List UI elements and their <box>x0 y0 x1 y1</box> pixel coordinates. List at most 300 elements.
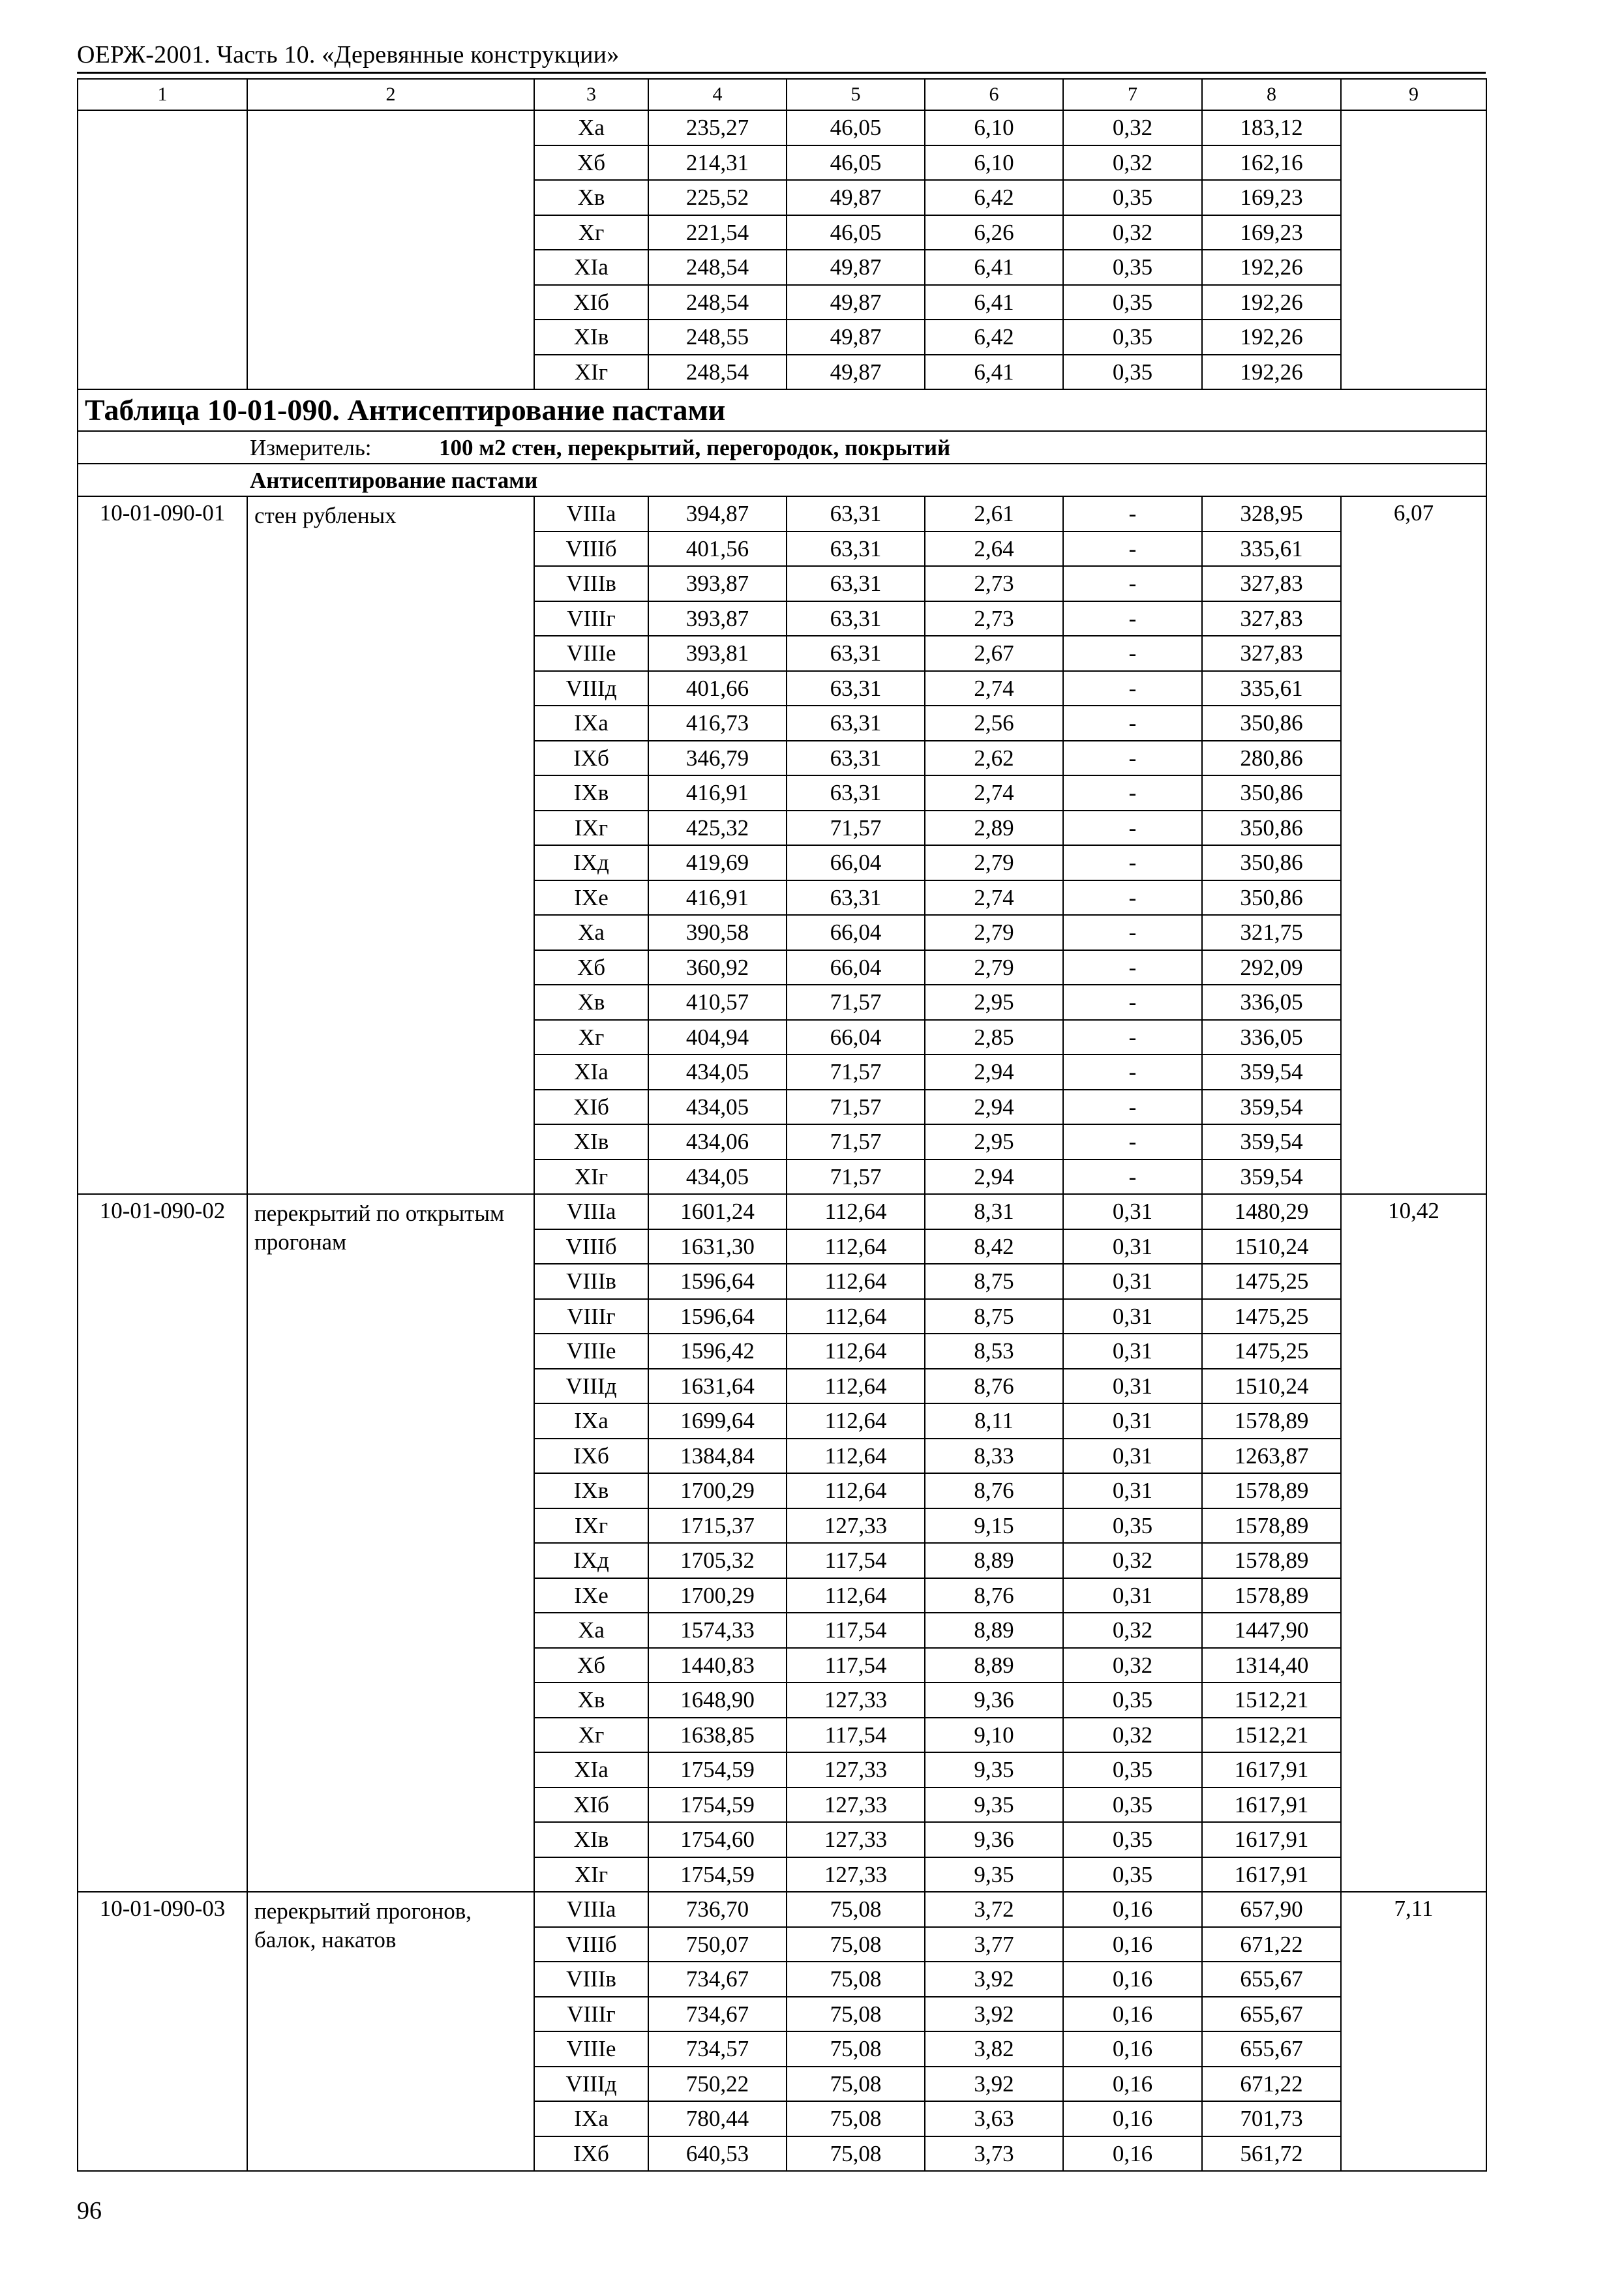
wages-cell: 112,64 <box>787 1334 925 1369</box>
materials-cost-cell: 1475,25 <box>1202 1334 1341 1369</box>
machine-cost-cell: 6,41 <box>925 285 1063 320</box>
wages-cell: 75,08 <box>787 1927 925 1962</box>
region-cell: VIIIв <box>534 566 648 601</box>
meter-cell <box>78 431 1486 464</box>
region-cell: IXе <box>534 1578 648 1613</box>
region-cell: IXа <box>534 1403 648 1439</box>
wages-cell: 63,31 <box>787 636 925 671</box>
wages-cell: 66,04 <box>787 915 925 950</box>
materials-cost-cell: 336,05 <box>1202 1020 1341 1055</box>
total-cost-cell: 750,22 <box>648 2067 787 2102</box>
machinist-wages-cell: 0,16 <box>1063 2031 1202 2067</box>
header-rule <box>77 72 1486 74</box>
machine-cost-cell: 8,53 <box>925 1334 1063 1369</box>
materials-cost-cell: 671,22 <box>1202 1927 1341 1962</box>
machine-cost-cell: 8,76 <box>925 1369 1063 1404</box>
wages-cell: 71,57 <box>787 1055 925 1090</box>
region-cell: Xг <box>534 1020 648 1055</box>
total-cost-cell: 1596,64 <box>648 1299 787 1334</box>
machinist-wages-cell: 0,32 <box>1063 145 1202 181</box>
machine-cost-cell: 3,92 <box>925 2067 1063 2102</box>
wages-cell: 127,33 <box>787 1857 925 1893</box>
machinist-wages-cell: - <box>1063 915 1202 950</box>
section-title: Антисептирование пастами <box>250 467 538 493</box>
total-cost-cell: 416,91 <box>648 880 787 916</box>
materials-cost-cell: 1578,89 <box>1202 1578 1341 1613</box>
materials-cost-cell: 335,61 <box>1202 671 1341 706</box>
machine-cost-cell: 6,10 <box>925 145 1063 181</box>
machine-cost-cell: 2,73 <box>925 601 1063 636</box>
work-description: стен рубленых <box>247 496 534 1194</box>
total-cost-cell: 736,70 <box>648 1892 787 1927</box>
region-cell: VIIIв <box>534 1962 648 1997</box>
total-cost-cell: 221,54 <box>648 215 787 250</box>
region-cell: Xб <box>534 1648 648 1683</box>
total-cost-cell: 214,31 <box>648 145 787 181</box>
region-cell: VIIIе <box>534 1334 648 1369</box>
wages-cell: 63,31 <box>787 566 925 601</box>
region-cell: VIIIг <box>534 601 648 636</box>
meter-row <box>78 431 1486 464</box>
machinist-wages-cell: - <box>1063 845 1202 880</box>
meter-label: Измеритель: <box>250 434 372 460</box>
machinist-wages-cell: - <box>1063 950 1202 985</box>
region-cell: VIIIд <box>534 2067 648 2102</box>
wages-cell: 63,31 <box>787 741 925 776</box>
region-cell: Xв <box>534 985 648 1020</box>
machine-cost-cell: 9,10 <box>925 1718 1063 1753</box>
machine-cost-cell: 2,79 <box>925 915 1063 950</box>
materials-cost-cell: 169,23 <box>1202 180 1341 215</box>
region-cell: IXа <box>534 2101 648 2136</box>
total-cost-cell: 1596,42 <box>648 1334 787 1369</box>
total-cost-cell: 1648,90 <box>648 1683 787 1718</box>
machine-cost-cell: 6,10 <box>925 110 1063 145</box>
machine-cost-cell: 2,74 <box>925 671 1063 706</box>
machine-cost-cell: 2,67 <box>925 636 1063 671</box>
machinist-wages-cell: 0,16 <box>1063 1892 1202 1927</box>
wages-cell: 75,08 <box>787 1997 925 2032</box>
table-title: Таблица 10-01-090. Антисептирование пастами <box>78 389 1486 431</box>
total-cost-cell: 425,32 <box>648 811 787 846</box>
machinist-wages-cell: 0,31 <box>1063 1403 1202 1439</box>
machinist-wages-cell: - <box>1063 531 1202 567</box>
total-cost-cell: 1574,33 <box>648 1613 787 1648</box>
machine-cost-cell: 8,89 <box>925 1543 1063 1578</box>
total-cost-cell: 248,54 <box>648 285 787 320</box>
region-cell: IXв <box>534 1473 648 1508</box>
machinist-wages-cell: - <box>1063 775 1202 811</box>
wages-cell: 127,33 <box>787 1508 925 1544</box>
machine-cost-cell: 2,73 <box>925 566 1063 601</box>
materials-cost-cell: 327,83 <box>1202 601 1341 636</box>
machinist-wages-cell: 0,31 <box>1063 1229 1202 1264</box>
machinist-wages-cell: 0,16 <box>1063 2101 1202 2136</box>
materials-cost-cell: 192,26 <box>1202 285 1341 320</box>
materials-cost-cell: 1617,91 <box>1202 1822 1341 1857</box>
region-cell: XIа <box>534 1055 648 1090</box>
machine-cost-cell: 6,26 <box>925 215 1063 250</box>
section-cell <box>78 464 1486 496</box>
machinist-wages-cell: 0,31 <box>1063 1473 1202 1508</box>
machine-cost-cell: 8,75 <box>925 1264 1063 1299</box>
wages-cell: 75,08 <box>787 1892 925 1927</box>
total-cost-cell: 1596,64 <box>648 1264 787 1299</box>
materials-cost-cell: 1578,89 <box>1202 1508 1341 1544</box>
materials-cost-cell: 655,67 <box>1202 1962 1341 1997</box>
region-cell: XIг <box>534 1159 648 1195</box>
column-number: 1 <box>78 79 247 110</box>
machinist-wages-cell: - <box>1063 1159 1202 1195</box>
machine-cost-cell: 8,33 <box>925 1439 1063 1474</box>
machinist-wages-cell: 0,31 <box>1063 1369 1202 1404</box>
machinist-wages-cell: - <box>1063 1055 1202 1090</box>
materials-cost-cell: 359,54 <box>1202 1124 1341 1159</box>
machinist-wages-cell: 0,35 <box>1063 1788 1202 1823</box>
materials-cost-cell: 359,54 <box>1202 1055 1341 1090</box>
wages-cell: 49,87 <box>787 180 925 215</box>
region-cell: XIа <box>534 250 648 285</box>
region-cell: IXд <box>534 845 648 880</box>
section-row <box>78 464 1486 496</box>
materials-cost-cell: 701,73 <box>1202 2101 1341 2136</box>
region-cell: IXд <box>534 1543 648 1578</box>
machine-cost-cell: 9,36 <box>925 1822 1063 1857</box>
machinist-wages-cell: 0,32 <box>1063 215 1202 250</box>
wages-cell: 112,64 <box>787 1369 925 1404</box>
page-number: 96 <box>77 2197 102 2224</box>
machinist-wages-cell: 0,31 <box>1063 1264 1202 1299</box>
machinist-wages-cell: 0,31 <box>1063 1334 1202 1369</box>
machinist-wages-cell: 0,16 <box>1063 1927 1202 1962</box>
materials-cost-cell: 192,26 <box>1202 250 1341 285</box>
materials-cost-cell: 328,95 <box>1202 496 1341 531</box>
machine-cost-cell: 8,76 <box>925 1473 1063 1508</box>
total-cost-cell: 434,05 <box>648 1090 787 1125</box>
rates-table <box>77 78 1487 2172</box>
materials-cost-cell: 162,16 <box>1202 145 1341 181</box>
wages-cell: 112,64 <box>787 1439 925 1474</box>
materials-cost-cell: 169,23 <box>1202 215 1341 250</box>
machine-cost-cell: 2,95 <box>925 985 1063 1020</box>
machine-cost-cell: 8,76 <box>925 1578 1063 1613</box>
column-number: 2 <box>247 79 534 110</box>
total-cost-cell: 248,54 <box>648 355 787 390</box>
work-description: перекрытий прогонов, балок, накатов <box>247 1892 534 2171</box>
machinist-wages-cell: 0,35 <box>1063 320 1202 355</box>
materials-cost-cell: 671,22 <box>1202 2067 1341 2102</box>
total-cost-cell: 401,56 <box>648 531 787 567</box>
machinist-wages-cell: 0,16 <box>1063 1962 1202 1997</box>
total-cost-cell: 410,57 <box>648 985 787 1020</box>
region-cell: VIIIа <box>534 496 648 531</box>
machine-cost-cell: 3,63 <box>925 2101 1063 2136</box>
rate-code: 10-01-090-02 <box>78 1194 247 1892</box>
wages-cell: 63,31 <box>787 601 925 636</box>
machinist-wages-cell: - <box>1063 566 1202 601</box>
materials-cost-cell: 1510,24 <box>1202 1369 1341 1404</box>
machinist-wages-cell: - <box>1063 811 1202 846</box>
total-cost-cell: 1440,83 <box>648 1648 787 1683</box>
machine-cost-cell: 9,36 <box>925 1683 1063 1718</box>
region-cell: IXг <box>534 811 648 846</box>
total-cost-cell: 1601,24 <box>648 1194 787 1229</box>
region-cell: IXв <box>534 775 648 811</box>
region-cell: Xг <box>534 1718 648 1753</box>
machinist-wages-cell: 0,35 <box>1063 250 1202 285</box>
materials-cost-cell: 1617,91 <box>1202 1788 1341 1823</box>
machinist-wages-cell: 0,31 <box>1063 1578 1202 1613</box>
machine-cost-cell: 2,62 <box>925 741 1063 776</box>
region-cell: VIIIа <box>534 1194 648 1229</box>
machine-cost-cell: 6,41 <box>925 355 1063 390</box>
total-cost-cell: 750,07 <box>648 1927 787 1962</box>
machine-cost-cell: 6,41 <box>925 250 1063 285</box>
table-row <box>78 1892 1486 1927</box>
region-cell: XIа <box>534 1752 648 1788</box>
machinist-wages-cell: 0,32 <box>1063 1718 1202 1753</box>
total-cost-cell: 1715,37 <box>648 1508 787 1544</box>
work-description: перекрытий по открытым прогонам <box>247 1194 534 1892</box>
materials-cost-cell: 292,09 <box>1202 950 1341 985</box>
materials-cost-cell: 561,72 <box>1202 2136 1341 2172</box>
total-cost-cell: 1700,29 <box>648 1578 787 1613</box>
wages-cell: 63,31 <box>787 880 925 916</box>
machine-cost-cell: 2,89 <box>925 811 1063 846</box>
materials-cost-cell: 1578,89 <box>1202 1543 1341 1578</box>
machinist-wages-cell: - <box>1063 496 1202 531</box>
region-cell: XIб <box>534 1788 648 1823</box>
wages-cell: 63,31 <box>787 706 925 741</box>
total-cost-cell: 1754,59 <box>648 1857 787 1893</box>
wages-cell: 117,54 <box>787 1613 925 1648</box>
machine-cost-cell: 2,94 <box>925 1055 1063 1090</box>
region-cell: IXб <box>534 1439 648 1474</box>
column-number: 3 <box>534 79 648 110</box>
wages-cell: 75,08 <box>787 2067 925 2102</box>
region-cell: XIб <box>534 285 648 320</box>
machine-cost-cell: 8,75 <box>925 1299 1063 1334</box>
total-cost-cell: 248,54 <box>648 250 787 285</box>
column-9-value: 10,42 <box>1341 1194 1486 1892</box>
rates-table-body <box>78 79 1486 2171</box>
total-cost-cell: 434,05 <box>648 1159 787 1195</box>
wages-cell: 49,87 <box>787 320 925 355</box>
region-cell: Xа <box>534 915 648 950</box>
wages-cell: 71,57 <box>787 1090 925 1125</box>
materials-cost-cell: 1314,40 <box>1202 1648 1341 1683</box>
total-cost-cell: 734,67 <box>648 1962 787 1997</box>
wages-cell: 46,05 <box>787 215 925 250</box>
materials-cost-cell: 1475,25 <box>1202 1264 1341 1299</box>
wages-cell: 112,64 <box>787 1264 925 1299</box>
machinist-wages-cell: 0,16 <box>1063 1997 1202 2032</box>
materials-cost-cell: 655,67 <box>1202 1997 1341 2032</box>
machine-cost-cell: 8,89 <box>925 1648 1063 1683</box>
machinist-wages-cell: 0,35 <box>1063 1857 1202 1893</box>
machine-cost-cell: 2,74 <box>925 880 1063 916</box>
machine-cost-cell: 8,11 <box>925 1403 1063 1439</box>
region-cell: Xб <box>534 145 648 181</box>
machine-cost-cell: 2,79 <box>925 845 1063 880</box>
total-cost-cell: 393,87 <box>648 601 787 636</box>
machinist-wages-cell: 0,32 <box>1063 1648 1202 1683</box>
wages-cell: 63,31 <box>787 531 925 567</box>
region-cell: VIIIб <box>534 1229 648 1264</box>
wages-cell: 66,04 <box>787 1020 925 1055</box>
machinist-wages-cell: 0,31 <box>1063 1439 1202 1474</box>
wages-cell: 49,87 <box>787 355 925 390</box>
machinist-wages-cell: 0,35 <box>1063 1752 1202 1788</box>
machinist-wages-cell: 0,35 <box>1063 355 1202 390</box>
machinist-wages-cell: 0,35 <box>1063 1683 1202 1718</box>
machine-cost-cell: 3,92 <box>925 1997 1063 2032</box>
region-cell: Xа <box>534 110 648 145</box>
total-cost-cell: 360,92 <box>648 950 787 985</box>
wages-cell: 66,04 <box>787 845 925 880</box>
total-cost-cell: 1384,84 <box>648 1439 787 1474</box>
machinist-wages-cell: 0,31 <box>1063 1194 1202 1229</box>
region-cell: VIIIд <box>534 1369 648 1404</box>
wages-cell: 127,33 <box>787 1822 925 1857</box>
wages-cell: 75,08 <box>787 1962 925 1997</box>
wages-cell: 71,57 <box>787 1159 925 1195</box>
total-cost-cell: 393,81 <box>648 636 787 671</box>
wages-cell: 112,64 <box>787 1473 925 1508</box>
materials-cost-cell: 327,83 <box>1202 636 1341 671</box>
machinist-wages-cell: 0,32 <box>1063 1613 1202 1648</box>
materials-cost-cell: 1512,21 <box>1202 1683 1341 1718</box>
column-number: 7 <box>1063 79 1202 110</box>
wages-cell: 71,57 <box>787 811 925 846</box>
materials-cost-cell: 350,86 <box>1202 811 1341 846</box>
page-header: ОЕРЖ-2001. Часть 10. «Деревянные конструкции» <box>77 41 620 68</box>
machinist-wages-cell: 0,32 <box>1063 1543 1202 1578</box>
region-cell: XIв <box>534 1124 648 1159</box>
column-number: 9 <box>1341 79 1486 110</box>
region-cell: XIв <box>534 1822 648 1857</box>
region-cell: Xв <box>534 1683 648 1718</box>
total-cost-cell: 1754,59 <box>648 1752 787 1788</box>
region-cell: XIг <box>534 1857 648 1893</box>
materials-cost-cell: 1512,21 <box>1202 1718 1341 1753</box>
region-cell: Xб <box>534 950 648 985</box>
machine-cost-cell: 2,56 <box>925 706 1063 741</box>
materials-cost-cell: 1578,89 <box>1202 1473 1341 1508</box>
wages-cell: 63,31 <box>787 496 925 531</box>
materials-cost-cell: 1480,29 <box>1202 1194 1341 1229</box>
region-cell: VIIIе <box>534 636 648 671</box>
region-cell: VIIIб <box>534 1927 648 1962</box>
column-9-value: 6,07 <box>1341 496 1486 1194</box>
total-cost-cell: 1638,85 <box>648 1718 787 1753</box>
machinist-wages-cell: 0,35 <box>1063 1508 1202 1544</box>
machinist-wages-cell: - <box>1063 741 1202 776</box>
machinist-wages-cell: - <box>1063 985 1202 1020</box>
column-number: 6 <box>925 79 1063 110</box>
wages-cell: 49,87 <box>787 250 925 285</box>
wages-cell: 49,87 <box>787 285 925 320</box>
table-title-row <box>78 389 1486 431</box>
total-cost-cell: 390,58 <box>648 915 787 950</box>
machine-cost-cell: 9,15 <box>925 1508 1063 1544</box>
machine-cost-cell: 9,35 <box>925 1788 1063 1823</box>
materials-cost-cell: 359,54 <box>1202 1090 1341 1125</box>
machine-cost-cell: 3,73 <box>925 2136 1063 2172</box>
machine-cost-cell: 2,74 <box>925 775 1063 811</box>
region-cell: Xг <box>534 215 648 250</box>
table-row <box>78 1194 1486 1229</box>
machinist-wages-cell: - <box>1063 1124 1202 1159</box>
region-cell: Xв <box>534 180 648 215</box>
region-cell: VIIIа <box>534 1892 648 1927</box>
materials-cost-cell: 657,90 <box>1202 1892 1341 1927</box>
wages-cell: 112,64 <box>787 1194 925 1229</box>
total-cost-cell: 640,53 <box>648 2136 787 2172</box>
wages-cell: 112,64 <box>787 1403 925 1439</box>
region-cell: Xа <box>534 1613 648 1648</box>
wages-cell: 75,08 <box>787 2101 925 2136</box>
machine-cost-cell: 8,42 <box>925 1229 1063 1264</box>
region-cell: VIIIг <box>534 1299 648 1334</box>
column-number: 8 <box>1202 79 1341 110</box>
column-9-value: 7,11 <box>1341 1892 1486 2171</box>
machine-cost-cell: 8,31 <box>925 1194 1063 1229</box>
total-cost-cell: 248,55 <box>648 320 787 355</box>
column-number: 5 <box>787 79 925 110</box>
materials-cost-cell: 1263,87 <box>1202 1439 1341 1474</box>
total-cost-cell: 1631,30 <box>648 1229 787 1264</box>
empty-code-cell <box>78 110 247 389</box>
region-cell: XIг <box>534 355 648 390</box>
total-cost-cell: 401,66 <box>648 671 787 706</box>
total-cost-cell: 404,94 <box>648 1020 787 1055</box>
machinist-wages-cell: - <box>1063 636 1202 671</box>
wages-cell: 127,33 <box>787 1683 925 1718</box>
machine-cost-cell: 3,77 <box>925 1927 1063 1962</box>
machinist-wages-cell: 0,32 <box>1063 110 1202 145</box>
table-row <box>78 496 1486 531</box>
machine-cost-cell: 8,89 <box>925 1613 1063 1648</box>
machinist-wages-cell: 0,31 <box>1063 1299 1202 1334</box>
region-cell: IXг <box>534 1508 648 1544</box>
total-cost-cell: 734,57 <box>648 2031 787 2067</box>
wages-cell: 46,05 <box>787 110 925 145</box>
rate-code: 10-01-090-03 <box>78 1892 247 2171</box>
meter-value: 100 м2 стен, перекрытий, перегородок, покрытий <box>439 434 951 460</box>
machine-cost-cell: 2,64 <box>925 531 1063 567</box>
region-cell: VIIIв <box>534 1264 648 1299</box>
total-cost-cell: 225,52 <box>648 180 787 215</box>
total-cost-cell: 434,05 <box>648 1055 787 1090</box>
total-cost-cell: 1699,64 <box>648 1403 787 1439</box>
wages-cell: 71,57 <box>787 1124 925 1159</box>
total-cost-cell: 434,06 <box>648 1124 787 1159</box>
region-cell: VIIIг <box>534 1997 648 2032</box>
machine-cost-cell: 2,85 <box>925 1020 1063 1055</box>
wages-cell: 46,05 <box>787 145 925 181</box>
machine-cost-cell: 3,82 <box>925 2031 1063 2067</box>
materials-cost-cell: 1510,24 <box>1202 1229 1341 1264</box>
region-cell: XIв <box>534 320 648 355</box>
total-cost-cell: 1700,29 <box>648 1473 787 1508</box>
materials-cost-cell: 350,86 <box>1202 880 1341 916</box>
wages-cell: 117,54 <box>787 1648 925 1683</box>
machinist-wages-cell: 0,35 <box>1063 1822 1202 1857</box>
machine-cost-cell: 3,72 <box>925 1892 1063 1927</box>
total-cost-cell: 1754,59 <box>648 1788 787 1823</box>
wages-cell: 117,54 <box>787 1543 925 1578</box>
